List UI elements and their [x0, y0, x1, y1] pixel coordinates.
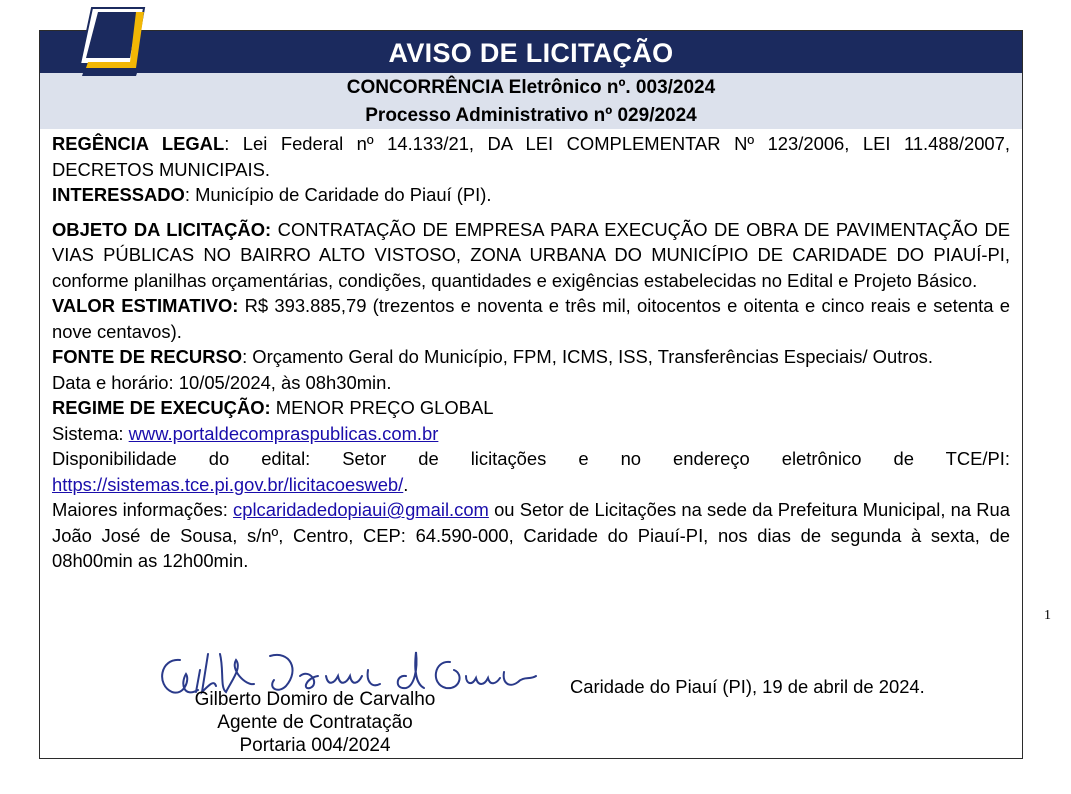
fonte-text: : Orçamento Geral do Município, FPM, ICMS, ISS, Transferências Especiais/ Outros. — [242, 346, 933, 367]
notice-body — [52, 131, 1010, 574]
email-link[interactable]: cplcaridadedopiaui@gmail.com — [233, 499, 489, 520]
sistema-paragraph — [52, 421, 1010, 447]
regime-label: REGIME DE EXECUÇÃO: — [52, 397, 271, 418]
concorrencia-line: CONCORRÊNCIA Eletrônico nº. 003/2024 — [346, 77, 716, 98]
regencia-label: REGÊNCIA LEGAL — [52, 133, 225, 154]
signature-block — [140, 640, 560, 758]
sistema-link[interactable]: www.portaldecompraspublicas.com.br — [128, 422, 439, 444]
page-number: 1 — [1044, 608, 1051, 623]
disponibilidade-text: Disponibilidade do edital: Setor de licitações e no endereço eletrônico de TCE/PI: — [52, 448, 1010, 469]
objeto-text: CONTRATAÇÃO DE EMPRESA PARA EXECUÇÃO DE OBRA DE PAVIMENTAÇÃO DE VIAS PÚBLICAS NO BAIRRO ALTO VISTOSO, ZONA URBANA DO MUNICÍPIO DE CARIDADE DO PIAUÍ-PI, conforme planilhas orçamentárias, condições, quantidades e exigências estabelecidas no Edital e Projeto Básico. — [52, 218, 1010, 291]
signer-name: Gilberto Domiro de Carvalho — [194, 689, 436, 710]
objeto-label: OBJETO DA LICITAÇÃO: — [52, 218, 272, 240]
tce-link[interactable]: https://sistemas.tce.pi.gov.br/licitacoesweb/ — [52, 473, 404, 495]
regime-paragraph — [52, 395, 1010, 421]
maiores-rest: ou Setor de Licitações na sede da Prefeitura Municipal, na Rua João José de Sousa, s/nº, Centro, CEP: 64.590-000, Caridade do Piauí-PI, nos dias de segunda à sexta, de 08h00min as 12h00min. — [52, 499, 1010, 571]
maiores-text: Maiores informações: — [52, 499, 234, 520]
regime-text: MENOR PREÇO GLOBAL — [270, 397, 494, 418]
regencia-paragraph — [52, 131, 1010, 182]
valor-label: VALOR ESTIMATIVO: — [52, 295, 239, 316]
sistema-label: Sistema: — [52, 422, 129, 444]
signer-info — [140, 688, 490, 757]
interessado-label: INTERESSADO — [52, 184, 185, 205]
data-paragraph: Data e horário: 10/05/2024, às 08h30min. — [52, 371, 392, 393]
disponibilidade-paragraph — [52, 446, 1010, 497]
date-place: Caridade do Piauí (PI), 19 de abril de 2024. — [570, 676, 925, 697]
fonte-label: FONTE DE RECURSO — [52, 346, 243, 367]
interessado-paragraph — [52, 182, 1010, 208]
maiores-paragraph — [52, 497, 1010, 574]
municipal-logo-icon — [78, 6, 152, 78]
valor-text: R$ 393.885,79 (trezentos e noventa e três mil, oitocentos e oitenta e cinco reais e setenta e nove centavos). — [52, 295, 1010, 342]
interessado-text: : Município de Caridade do Piauí (PI). — [184, 184, 492, 205]
signer-role: Agente de Contratação — [217, 712, 413, 733]
objeto-paragraph — [52, 217, 1010, 294]
valor-paragraph — [52, 293, 1010, 344]
notice-title: AVISO DE LICITAÇÃO — [40, 31, 1022, 73]
processo-line: Processo Administrativo nº 029/2024 — [365, 105, 697, 126]
fonte-paragraph — [52, 344, 1010, 370]
disponibilidade-end: . — [403, 473, 409, 495]
regencia-text: : Lei Federal nº 14.133/21, DA LEI COMPLEMENTAR Nº 123/2006, LEI 11.488/2007, DECRETOS MUNICIPAIS. — [52, 133, 1010, 180]
notice-subheader — [40, 73, 1022, 129]
signer-portaria: Portaria 004/2024 — [239, 735, 391, 756]
